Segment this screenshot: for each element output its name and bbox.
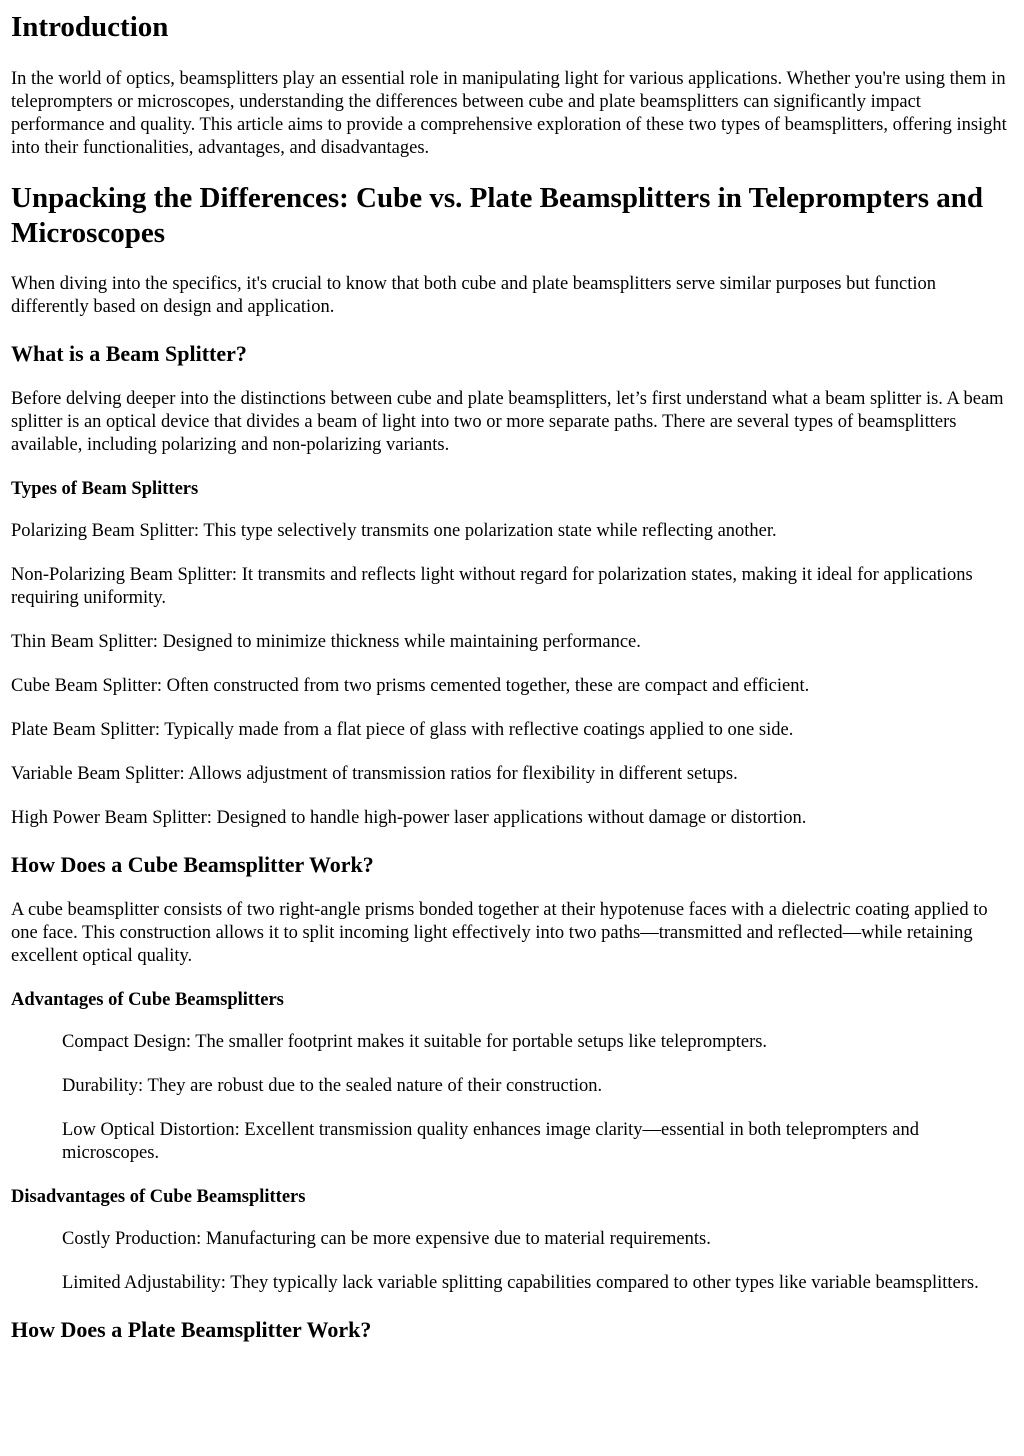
list-item: Polarizing Beam Splitter: This type selectively transmits one polarization state while reflecting another. [11, 521, 777, 541]
unpacking-heading: Unpacking the Differences: Cube vs. Plate Beamsplitters in Teleprompters and Microscopes [11, 182, 984, 249]
what-is-paragraph: Before delving deeper into the distinctions between cube and plate beamsplitters, let’s first understand what a beam splitter is. A beam splitter is an optical device that divides a beam of light into two or more separate paths. There are several types of beamsplitters available, including polarizing and non-polarizing variants. [11, 389, 1004, 455]
cube-advantages-heading: Advantages of Cube Beamsplitters [11, 990, 284, 1010]
types-heading: Types of Beam Splitters [11, 479, 199, 499]
cube-advantages-list [11, 1031, 1013, 1165]
list-item: Non-Polarizing Beam Splitter: It transmits and reflects light without regard for polarization states, making it ideal for applications requiring uniformity. [11, 565, 973, 608]
cube-work-paragraph: A cube beamsplitter consists of two right-angle prisms bonded together at their hypotenuse faces with a dielectric coating applied to one face. This construction allows it to split incoming light effectively into two paths—transmitted and reflected—while retaining excellent optical quality. [11, 900, 988, 966]
list-item: Limited Adjustability: They typically lack variable splitting capabilities compared to other types like variable beamsplitters. [62, 1273, 979, 1293]
list-item: Plate Beam Splitter: Typically made from a flat piece of glass with reflective coatings applied to one side. [11, 720, 794, 740]
list-item: Low Optical Distortion: Excellent transmission quality enhances image clarity—essential in both teleprompters and microscopes. [62, 1120, 919, 1163]
list-item: Costly Production: Manufacturing can be more expensive due to material requirements. [62, 1229, 711, 1249]
list-item: Cube Beam Splitter: Often constructed from two prisms cemented together, these are compact and efficient. [11, 676, 810, 696]
what-is-heading: What is a Beam Splitter? [11, 341, 247, 366]
list-item: High Power Beam Splitter: Designed to handle high-power laser applications without damage or distortion. [11, 808, 807, 828]
types-list [11, 520, 1013, 830]
cube-disadvantages-list [11, 1228, 1013, 1295]
list-item: Variable Beam Splitter: Allows adjustment of transmission ratios for flexibility in different setups. [11, 764, 738, 784]
unpacking-paragraph: When diving into the specifics, it's crucial to know that both cube and plate beamsplitters serve similar purposes but function differently based on design and application. [11, 274, 937, 317]
intro-paragraph: In the world of optics, beamsplitters play an essential role in manipulating light for various applications. Whether you're using them in teleprompters or microscopes, understanding the differences between cube and plate beamsplitters can significantly impact performance and quality. This article aims to provide a comprehensive exploration of these two types of beamsplitters, offering insight into their functionalities, advantages, and disadvantages. [11, 69, 1007, 158]
list-item: Durability: They are robust due to the sealed nature of their construction. [62, 1076, 603, 1096]
cube-disadvantages-heading: Disadvantages of Cube Beamsplitters [11, 1187, 306, 1207]
cube-work-heading: How Does a Cube Beamsplitter Work? [11, 852, 374, 877]
plate-work-heading: How Does a Plate Beamsplitter Work? [11, 1317, 372, 1342]
article [0, 10, 1024, 1344]
list-item: Thin Beam Splitter: Designed to minimize thickness while maintaining performance. [11, 632, 641, 652]
list-item: Compact Design: The smaller footprint makes it suitable for portable setups like teleprompters. [62, 1032, 768, 1052]
intro-heading: Introduction [11, 11, 169, 43]
